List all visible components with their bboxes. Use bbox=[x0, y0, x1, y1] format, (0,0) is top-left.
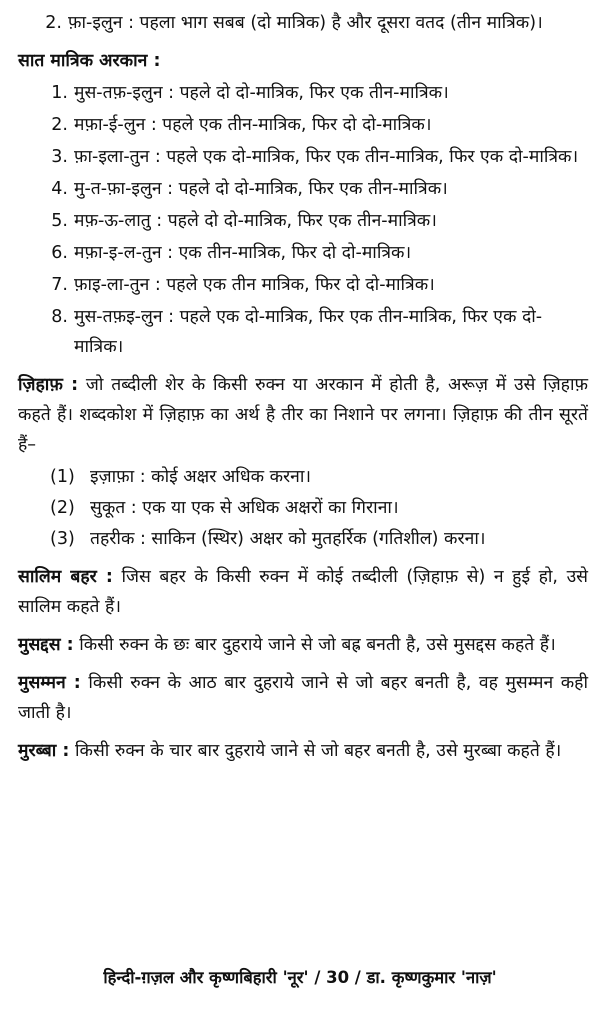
item-number: 6. bbox=[51, 243, 68, 263]
item-text: तहरीक : साकिन (स्थिर) अक्षर को मुतहर्रिक (गतिशील) करना। bbox=[90, 529, 486, 549]
zihaf-types-list bbox=[50, 462, 588, 554]
item-text: फ़ा-इला-तुन : पहले एक दो-मात्रिक, फिर एक तीन-मात्रिक, फिर एक दो-मात्रिक। bbox=[74, 147, 579, 167]
musamman-term: मुसम्मन : bbox=[18, 673, 81, 693]
item-text: मफ़ा-ई-लुन : पहले एक तीन-मात्रिक, फिर दो दो-मात्रिक। bbox=[74, 115, 432, 135]
musaddas-term: मुसद्दस : bbox=[18, 635, 74, 655]
item-text: मुस-तफ़-इलुन : पहले दो दो-मात्रिक, फिर एक तीन-मात्रिक। bbox=[74, 83, 449, 103]
item-text: मु-त-फ़ा-इलुन : पहले दो दो-मात्रिक, फिर एक तीन-मात्रिक। bbox=[74, 179, 448, 199]
section-heading: सात मात्रिक अरकान : bbox=[18, 51, 161, 71]
item-number: 2. bbox=[51, 115, 68, 135]
musaddas-definition: किसी रुक्न के छः बार दुहराये जाने से जो बह्र बनती है, उसे मुसद्दस कहते हैं। bbox=[73, 635, 556, 655]
item-text: मफ़ा-इ-ल-तुन : एक तीन-मात्रिक, फिर दो दो-मात्रिक। bbox=[74, 243, 412, 263]
zihaf-paragraph bbox=[18, 370, 588, 460]
arkan-list bbox=[34, 78, 588, 362]
zihaf-term: ज़िहाफ़ : bbox=[18, 375, 79, 395]
murabba-definition: किसी रुक्न के चार बार दुहराये जाने से जो बहर बनती है, उसे मुरब्बा कहते हैं। bbox=[69, 741, 562, 761]
list-item bbox=[34, 142, 588, 172]
item-number: 3. bbox=[51, 147, 68, 167]
intro-list-item bbox=[36, 8, 588, 38]
item-number: (3) bbox=[50, 529, 75, 549]
item-number: 4. bbox=[51, 179, 68, 199]
item-text: मुस-तफ़इ-लुन : पहले एक दो-मात्रिक, फिर एक तीन-मात्रिक, फिर एक दो-मात्रिक। bbox=[74, 307, 543, 357]
salim-paragraph bbox=[18, 562, 588, 622]
list-item bbox=[34, 110, 588, 140]
list-item bbox=[34, 174, 588, 204]
list-item bbox=[50, 524, 588, 554]
salim-definition: जिस बहर के किसी रुक्न में कोई तब्दीली (ज़िहाफ़ से) न हुई हो, उसे सालिम कहते हैं। bbox=[18, 567, 588, 617]
musamman-paragraph bbox=[18, 668, 588, 728]
list-item bbox=[50, 493, 588, 523]
item-number: 8. bbox=[51, 307, 68, 327]
list-item bbox=[50, 462, 588, 492]
list-item bbox=[34, 302, 588, 362]
page-content bbox=[18, 8, 588, 766]
list-item bbox=[34, 206, 588, 236]
item-number: 2. bbox=[45, 13, 62, 33]
murabba-paragraph bbox=[18, 736, 588, 766]
item-number: 1. bbox=[51, 83, 68, 103]
item-text: इज़ाफ़ा : कोई अक्षर अधिक करना। bbox=[90, 467, 312, 487]
murabba-term: मुरब्बा : bbox=[18, 741, 70, 761]
list-item bbox=[34, 238, 588, 268]
item-number: (1) bbox=[50, 467, 75, 487]
list-item bbox=[34, 270, 588, 300]
item-number: (2) bbox=[50, 498, 75, 518]
item-number: 7. bbox=[51, 275, 68, 295]
item-text: सुकूत : एक या एक से अधिक अक्षरों का गिराना। bbox=[90, 498, 399, 518]
item-number: 5. bbox=[51, 211, 68, 231]
item-text: फ़ा-इलुन : पहला भाग सबब (दो मात्रिक) है और दूसरा वतद (तीन मात्रिक)। bbox=[68, 13, 543, 33]
item-text: मफ़-ऊ-लातु : पहले दो दो-मात्रिक, फिर एक तीन-मात्रिक। bbox=[74, 211, 437, 231]
musamman-definition: किसी रुक्न के आठ बार दुहराये जाने से जो बहर बनती है, वह मुसम्मन कही जाती है। bbox=[18, 673, 588, 723]
item-text: फ़ाइ-ला-तुन : पहले एक तीन मात्रिक, फिर दो दो-मात्रिक। bbox=[74, 275, 435, 295]
list-item bbox=[34, 78, 588, 108]
salim-term: सालिम बहर : bbox=[18, 567, 113, 587]
page-footer: हिन्दी-ग़ज़ल और कृष्णबिहारी 'नूर' / 30 / डा. कृष्णकुमार 'नाज़' bbox=[103, 968, 497, 987]
musaddas-paragraph bbox=[18, 630, 588, 660]
zihaf-definition: जो तब्दीली शेर के किसी रुक्न या अरकान में होती है, अरूज़ में उसे ज़िहाफ़ कहते हैं। शब्दकोश में ज़िहाफ़ का अर्थ है तीर का निशाने पर लगना। ज़िहाफ़ की तीन सूरतें हैं– bbox=[18, 375, 588, 455]
